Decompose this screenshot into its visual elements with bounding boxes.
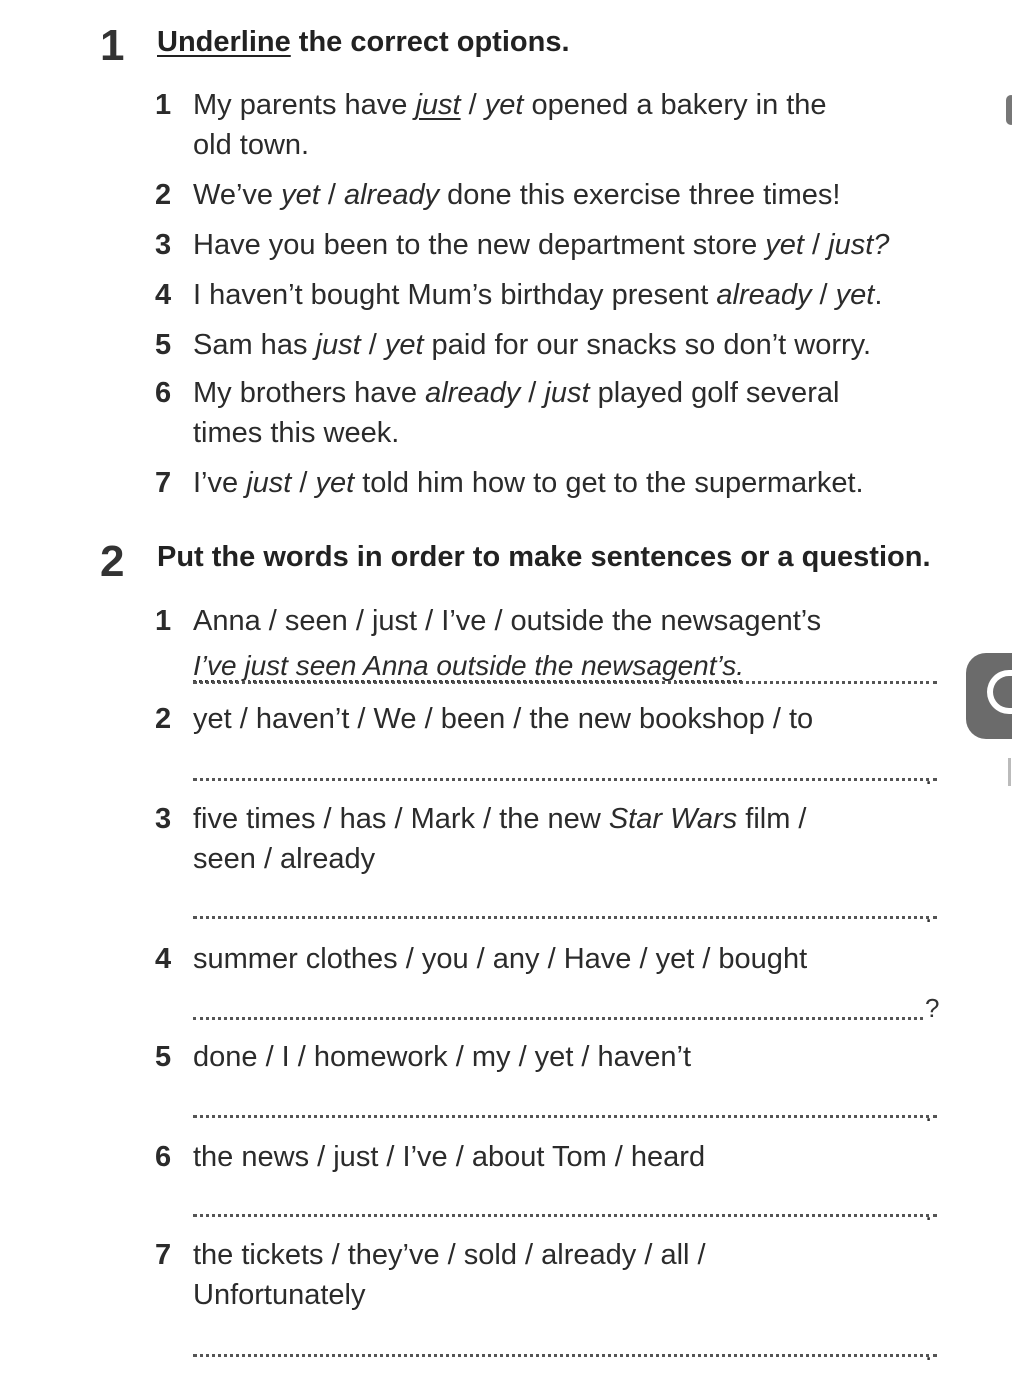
ex2-item-number: 6 — [155, 1141, 172, 1173]
ex2-item-prompt: the news / just / I’ve / about Tom / heard — [193, 1141, 706, 1173]
ex1-option[interactable]: just? — [828, 229, 890, 261]
edge-line — [1008, 758, 1011, 786]
ex1-option-separator: / — [460, 89, 485, 121]
ex1-option[interactable]: just — [315, 329, 361, 361]
answer-end-mark: . — [925, 898, 933, 928]
ex1-item-text — [193, 325, 953, 365]
ex1-item-text-line2: times this week. — [193, 417, 400, 449]
ex1-item-text — [193, 463, 953, 503]
ex1-item-text — [193, 175, 953, 215]
example-answer-text: I’ve just seen Anna outside the newsagent’s. — [193, 650, 745, 681]
answer-end-mark: ? — [925, 993, 940, 1023]
ex1-option[interactable]: yet — [765, 229, 804, 261]
ex2-item-prompt — [193, 1235, 953, 1315]
ex2-item-number: 5 — [155, 1041, 172, 1073]
exercise-1-title-underlined: Underline — [157, 26, 291, 58]
ex2-prompt-end: film / — [737, 803, 807, 835]
ex1-item-text-start: My brothers have — [193, 377, 426, 409]
ex1-item-text — [193, 373, 953, 453]
exercise-1-title-rest: the correct options. — [290, 26, 570, 58]
answer-end-mark: . — [925, 1097, 933, 1127]
answer-line[interactable] — [193, 1017, 923, 1020]
answer-line[interactable] — [193, 1115, 937, 1118]
answer-line[interactable] — [193, 681, 937, 684]
ex1-item-number: 3 — [155, 229, 172, 261]
ex2-item-number: 1 — [155, 605, 172, 637]
ex1-option[interactable]: already — [716, 279, 812, 311]
answer-line[interactable] — [193, 1354, 937, 1357]
ex1-option-separator: / — [803, 229, 829, 261]
ex1-item-number: 4 — [155, 279, 172, 311]
ex1-item-number: 1 — [155, 89, 172, 121]
ex1-option[interactable]: yet — [281, 179, 320, 211]
exercise-2-title: Put the words in order to make sentences or a question. — [157, 541, 931, 573]
ex1-option-separator: / — [291, 467, 316, 499]
ex1-item-text-end: played golf several — [589, 377, 840, 409]
ex1-option[interactable]: already — [343, 179, 440, 211]
ex1-item-text-end: . — [874, 279, 883, 311]
ex2-item-prompt: done / I / homework / my / yet / haven’t — [193, 1041, 692, 1073]
ex1-option-selected[interactable]: just — [415, 89, 461, 121]
ex2-prompt-line2: Unfortunately — [193, 1279, 366, 1311]
answer-end-mark: . — [925, 1196, 933, 1226]
ex2-item-prompt — [193, 799, 953, 879]
exercise-2-number: 2 — [100, 537, 125, 586]
ex1-option-separator: / — [520, 377, 545, 409]
ex1-item-text-end: paid for our snacks so don’t worry. — [423, 329, 872, 361]
ex1-option[interactable]: yet — [484, 89, 524, 121]
ex2-item-number: 7 — [155, 1239, 172, 1271]
answer-line[interactable] — [193, 778, 937, 781]
ex1-item-text-start: I haven’t bought Mum’s birthday present — [193, 279, 717, 311]
ex2-item-prompt: Anna / seen / just / I’ve / outside the newsagent’s — [193, 605, 822, 637]
ex1-option[interactable]: just — [544, 377, 590, 409]
exercise-1-number: 1 — [100, 21, 125, 70]
ex2-prompt-line2: seen / already — [193, 843, 376, 875]
ex1-item-text — [193, 275, 953, 315]
ex1-item-text — [193, 225, 953, 265]
ex1-item-number: 6 — [155, 377, 172, 409]
ex1-option[interactable]: already — [425, 377, 521, 409]
ex1-item-text-start: Have you been to the new department store — [193, 229, 766, 261]
ex1-option[interactable]: yet — [835, 279, 875, 311]
ex1-item-text-end: opened a bakery in the — [523, 89, 827, 121]
ex1-item-text-start: Sam has — [193, 329, 316, 361]
ex1-option[interactable]: just — [246, 467, 292, 499]
ex1-item-text-end: done this exercise three times! — [439, 179, 841, 211]
ex1-item-number: 5 — [155, 329, 172, 361]
ex1-item-number: 7 — [155, 467, 172, 499]
answer-line[interactable] — [193, 1214, 937, 1217]
ex1-item-text-start: We’ve — [193, 179, 282, 211]
ex1-option-separator: / — [811, 279, 836, 311]
ex1-item-text-start: I’ve — [193, 467, 247, 499]
ex1-option[interactable]: yet — [384, 329, 424, 361]
ex1-item-number: 2 — [155, 179, 172, 211]
ex2-item-prompt: summer clothes / you / any / Have / yet / bought — [193, 943, 808, 975]
answer-end-mark: . — [925, 1336, 933, 1366]
ex2-item-1-answer — [193, 652, 744, 680]
ex1-option-separator: / — [360, 329, 385, 361]
ex2-item-prompt: yet / haven’t / We / been / the new bookshop / to — [193, 703, 814, 735]
ex2-item-number: 4 — [155, 943, 172, 975]
exercise-1-title — [157, 28, 570, 57]
edge-mark — [1006, 95, 1012, 125]
ex2-item-number: 2 — [155, 703, 172, 735]
ex1-item-text-start: My parents have — [193, 89, 416, 121]
ex2-prompt-title: Star Wars — [608, 803, 738, 835]
ex2-prompt-start: five times / has / Mark / the new — [193, 803, 609, 835]
ex1-item-text-line2: old town. — [193, 129, 310, 161]
ex1-option-separator: / — [319, 179, 344, 211]
ex2-prompt-start: the tickets / they’ve / sold / already / all / — [193, 1239, 706, 1271]
answer-line[interactable] — [193, 916, 937, 919]
ex1-item-text — [193, 85, 953, 165]
answer-end-mark: . — [925, 760, 933, 790]
ex1-option[interactable]: yet — [315, 467, 355, 499]
ex2-item-number: 3 — [155, 803, 172, 835]
ex1-item-text-end: told him how to get to the supermarket. — [354, 467, 864, 499]
